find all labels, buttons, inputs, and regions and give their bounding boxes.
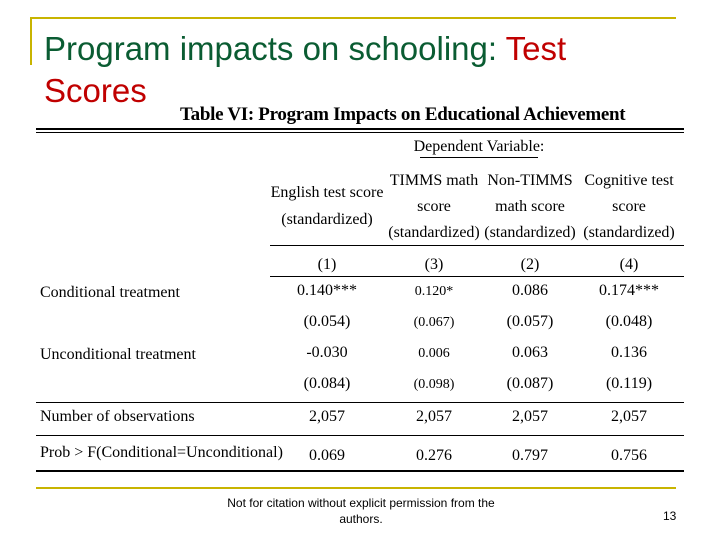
- column-header-3-line-1: Non-TIMMS: [487, 172, 573, 189]
- row-label: Prob > F(Conditional=Unconditional): [40, 444, 283, 461]
- decorative-bottom-line: [36, 487, 676, 489]
- dependent-variable-label: Dependent Variable:: [413, 138, 545, 155]
- table-cell: 2,057: [309, 408, 345, 425]
- column-header-2-line-2: score: [417, 198, 451, 215]
- table-cell: 2,057: [611, 408, 647, 425]
- column-header-rule: [270, 245, 684, 246]
- row-label: Number of observations: [40, 408, 195, 425]
- table-cell: 0.063: [512, 344, 548, 361]
- table-top-rule: [36, 128, 684, 130]
- table-cell: (0.084): [303, 375, 351, 392]
- table-cell: 0.797: [512, 447, 548, 464]
- title-accent: Test Scores: [44, 30, 567, 109]
- column-number-1: (1): [317, 256, 337, 273]
- table-cell: (0.067): [413, 315, 455, 330]
- decorative-top-line: [30, 17, 676, 19]
- title-main: Program impacts on schooling:: [44, 30, 506, 67]
- column-header-3-line-3: (standardized): [484, 224, 576, 241]
- table-cell: 0.086: [512, 282, 548, 299]
- column-number-3: (2): [520, 256, 540, 273]
- page-number: 13: [663, 509, 677, 523]
- table-cell: 0.276: [416, 447, 452, 464]
- column-number-4: (4): [619, 256, 639, 273]
- table-cell: 0.756: [611, 447, 647, 464]
- table-cell: 0.174***: [599, 282, 659, 299]
- column-number-2: (3): [424, 256, 444, 273]
- citation-note: Not for citation without explicit permission from the authors.: [227, 496, 495, 526]
- column-header-1-line-2: (standardized): [281, 211, 373, 228]
- column-header-3-line-2: math score: [495, 198, 565, 215]
- slide-title: [44, 28, 664, 112]
- table-cell: 0.069: [309, 447, 345, 464]
- table-cell: (0.048): [605, 313, 653, 330]
- table-cell: 2,057: [512, 408, 548, 425]
- column-header-4-line-1: Cognitive test: [584, 172, 674, 189]
- table-cell: (0.119): [605, 375, 653, 392]
- column-header-4-line-3: (standardized): [583, 224, 675, 241]
- row-label: Conditional treatment: [40, 284, 180, 301]
- column-header-2-line-3: (standardized): [388, 224, 480, 241]
- table-cell: -0.030: [306, 344, 348, 361]
- table-cell: 0.120*: [414, 284, 454, 299]
- table-cell: 0.006: [418, 346, 450, 361]
- observations-bottom-rule: [36, 435, 684, 436]
- table-cell: (0.057): [506, 313, 554, 330]
- column-header-1-line-1: English test score: [270, 184, 384, 201]
- table-cell: (0.087): [506, 375, 554, 392]
- row-label: Unconditional treatment: [40, 346, 196, 363]
- dependent-variable-underline: [420, 157, 538, 158]
- table-cell: (0.098): [413, 377, 455, 392]
- decorative-left-line: [30, 17, 32, 65]
- table-title: Table VI: Program Impacts on Educational Achievement: [180, 104, 626, 125]
- column-header-2-line-1: TIMMS math: [389, 172, 479, 189]
- table-cell: (0.054): [303, 313, 351, 330]
- table-bottom-rule: [36, 470, 684, 472]
- table-cell: 0.136: [611, 344, 647, 361]
- table-cell: 0.140***: [297, 282, 357, 299]
- column-header-4-line-2: score: [612, 198, 646, 215]
- observations-top-rule: [36, 402, 684, 403]
- table-cell: 2,057: [416, 408, 452, 425]
- table-top-rule-2: [36, 132, 684, 133]
